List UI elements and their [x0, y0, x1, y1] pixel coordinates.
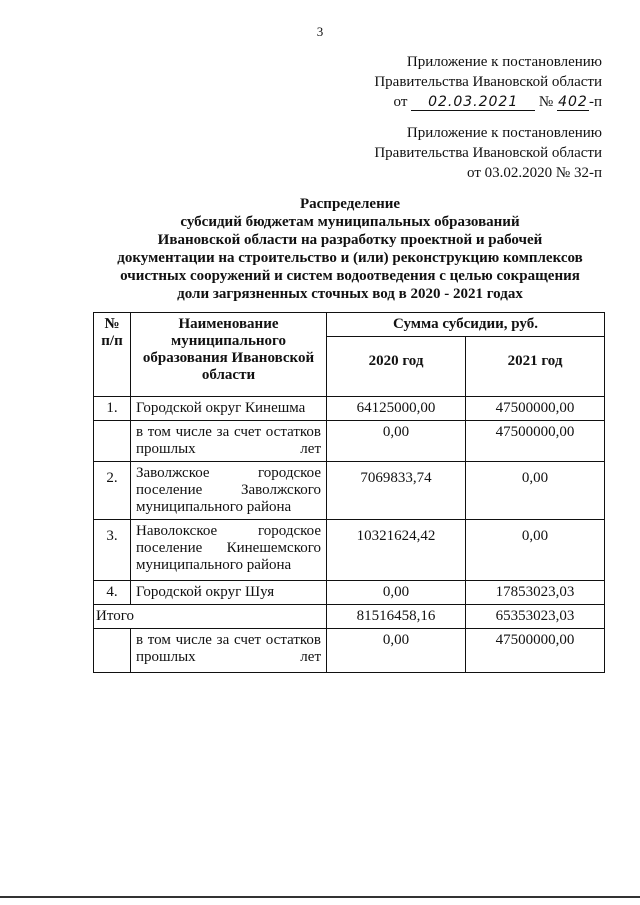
row-2020: 0,00 — [327, 581, 466, 605]
total-row — [94, 605, 605, 629]
scan-bottom-edge — [0, 896, 640, 898]
total-sub-name-text: в том числе за счет остатков прошлых лет — [136, 632, 321, 665]
row-number: 2. — [94, 462, 131, 520]
row-2021: 47500000,00 — [466, 421, 605, 462]
title-line5: очистных сооружений и систем водоотведения с целью сокращения — [120, 268, 580, 284]
row-name-text: в том числе за счет остатков прошлых лет — [136, 424, 321, 457]
appendix-previous-line2: Правительства Ивановской области — [374, 145, 602, 161]
total-sub-2020: 0,00 — [327, 629, 466, 673]
header-2020: 2020 год — [327, 337, 466, 397]
total-2020: 81516458,16 — [327, 605, 466, 629]
title-line2: субсидий бюджетам муниципальных образований — [180, 214, 520, 230]
row-2020: 64125000,00 — [327, 397, 466, 421]
row-2021: 47500000,00 — [466, 397, 605, 421]
row-name — [131, 421, 327, 462]
number-label: № — [538, 94, 554, 110]
row-2020: 7069833,74 — [327, 462, 466, 520]
header-name: Наименование муниципального образования Ивановской области — [131, 313, 327, 397]
total-sub-row — [94, 629, 605, 673]
appendix-previous — [374, 123, 602, 183]
row-number: 1. — [94, 397, 131, 421]
row-2020: 10321624,42 — [327, 520, 466, 581]
row-name: Наволокское городское поселение Кинешемского муниципального района — [131, 520, 327, 581]
appendix-current-line3 — [374, 92, 602, 112]
title-line4: документации на строительство и (или) реконструкцию комплексов — [117, 250, 583, 266]
page-number: 3 — [316, 24, 324, 39]
table-row — [94, 421, 605, 462]
appendix-current-line1: Приложение к постановлению — [406, 54, 602, 70]
total-sub-number — [94, 629, 131, 673]
row-number: 3. — [94, 520, 131, 581]
appendix-current-line2: Правительства Ивановской области — [374, 74, 602, 90]
row-name: Заволжское городское поселение Заволжского муниципального района — [131, 462, 327, 520]
appendix-previous-line3: от 03.02.2020 № 32-п — [467, 165, 602, 181]
row-number — [94, 421, 131, 462]
row-name: Городской округ Кинешма — [131, 397, 327, 421]
table-row — [94, 520, 605, 581]
appendix-current — [374, 52, 602, 112]
title-line3: Ивановской области на разработку проектной и рабочей — [157, 232, 543, 248]
from-label: от — [393, 94, 408, 110]
header-sum: Сумма субсидии, руб. — [327, 313, 605, 337]
header-number: № п/п — [94, 313, 131, 397]
document-title — [90, 195, 610, 303]
row-name: Городской округ Шуя — [131, 581, 327, 605]
title-line6: доли загрязненных сточных вод в 2020 - 2021 годах — [177, 286, 523, 302]
row-2021: 17853023,03 — [466, 581, 605, 605]
handwritten-date: 02.03.2021 — [411, 94, 535, 111]
header-row — [94, 313, 605, 337]
row-2021: 0,00 — [466, 520, 605, 581]
total-2021: 65353023,03 — [466, 605, 605, 629]
total-label: Итого — [94, 605, 327, 629]
number-suffix: -п — [588, 94, 602, 110]
title-line1: Распределение — [299, 196, 401, 212]
table-row — [94, 397, 605, 421]
subsidy-table — [93, 312, 605, 673]
table-row — [94, 581, 605, 605]
row-number: 4. — [94, 581, 131, 605]
row-2021: 0,00 — [466, 462, 605, 520]
total-sub-name — [131, 629, 327, 673]
table-row — [94, 462, 605, 520]
handwritten-number: 402 — [558, 94, 588, 110]
row-2020: 0,00 — [327, 421, 466, 462]
total-sub-2021: 47500000,00 — [466, 629, 605, 673]
header-2021: 2021 год — [466, 337, 605, 397]
appendix-previous-line1: Приложение к постановлению — [406, 125, 602, 141]
